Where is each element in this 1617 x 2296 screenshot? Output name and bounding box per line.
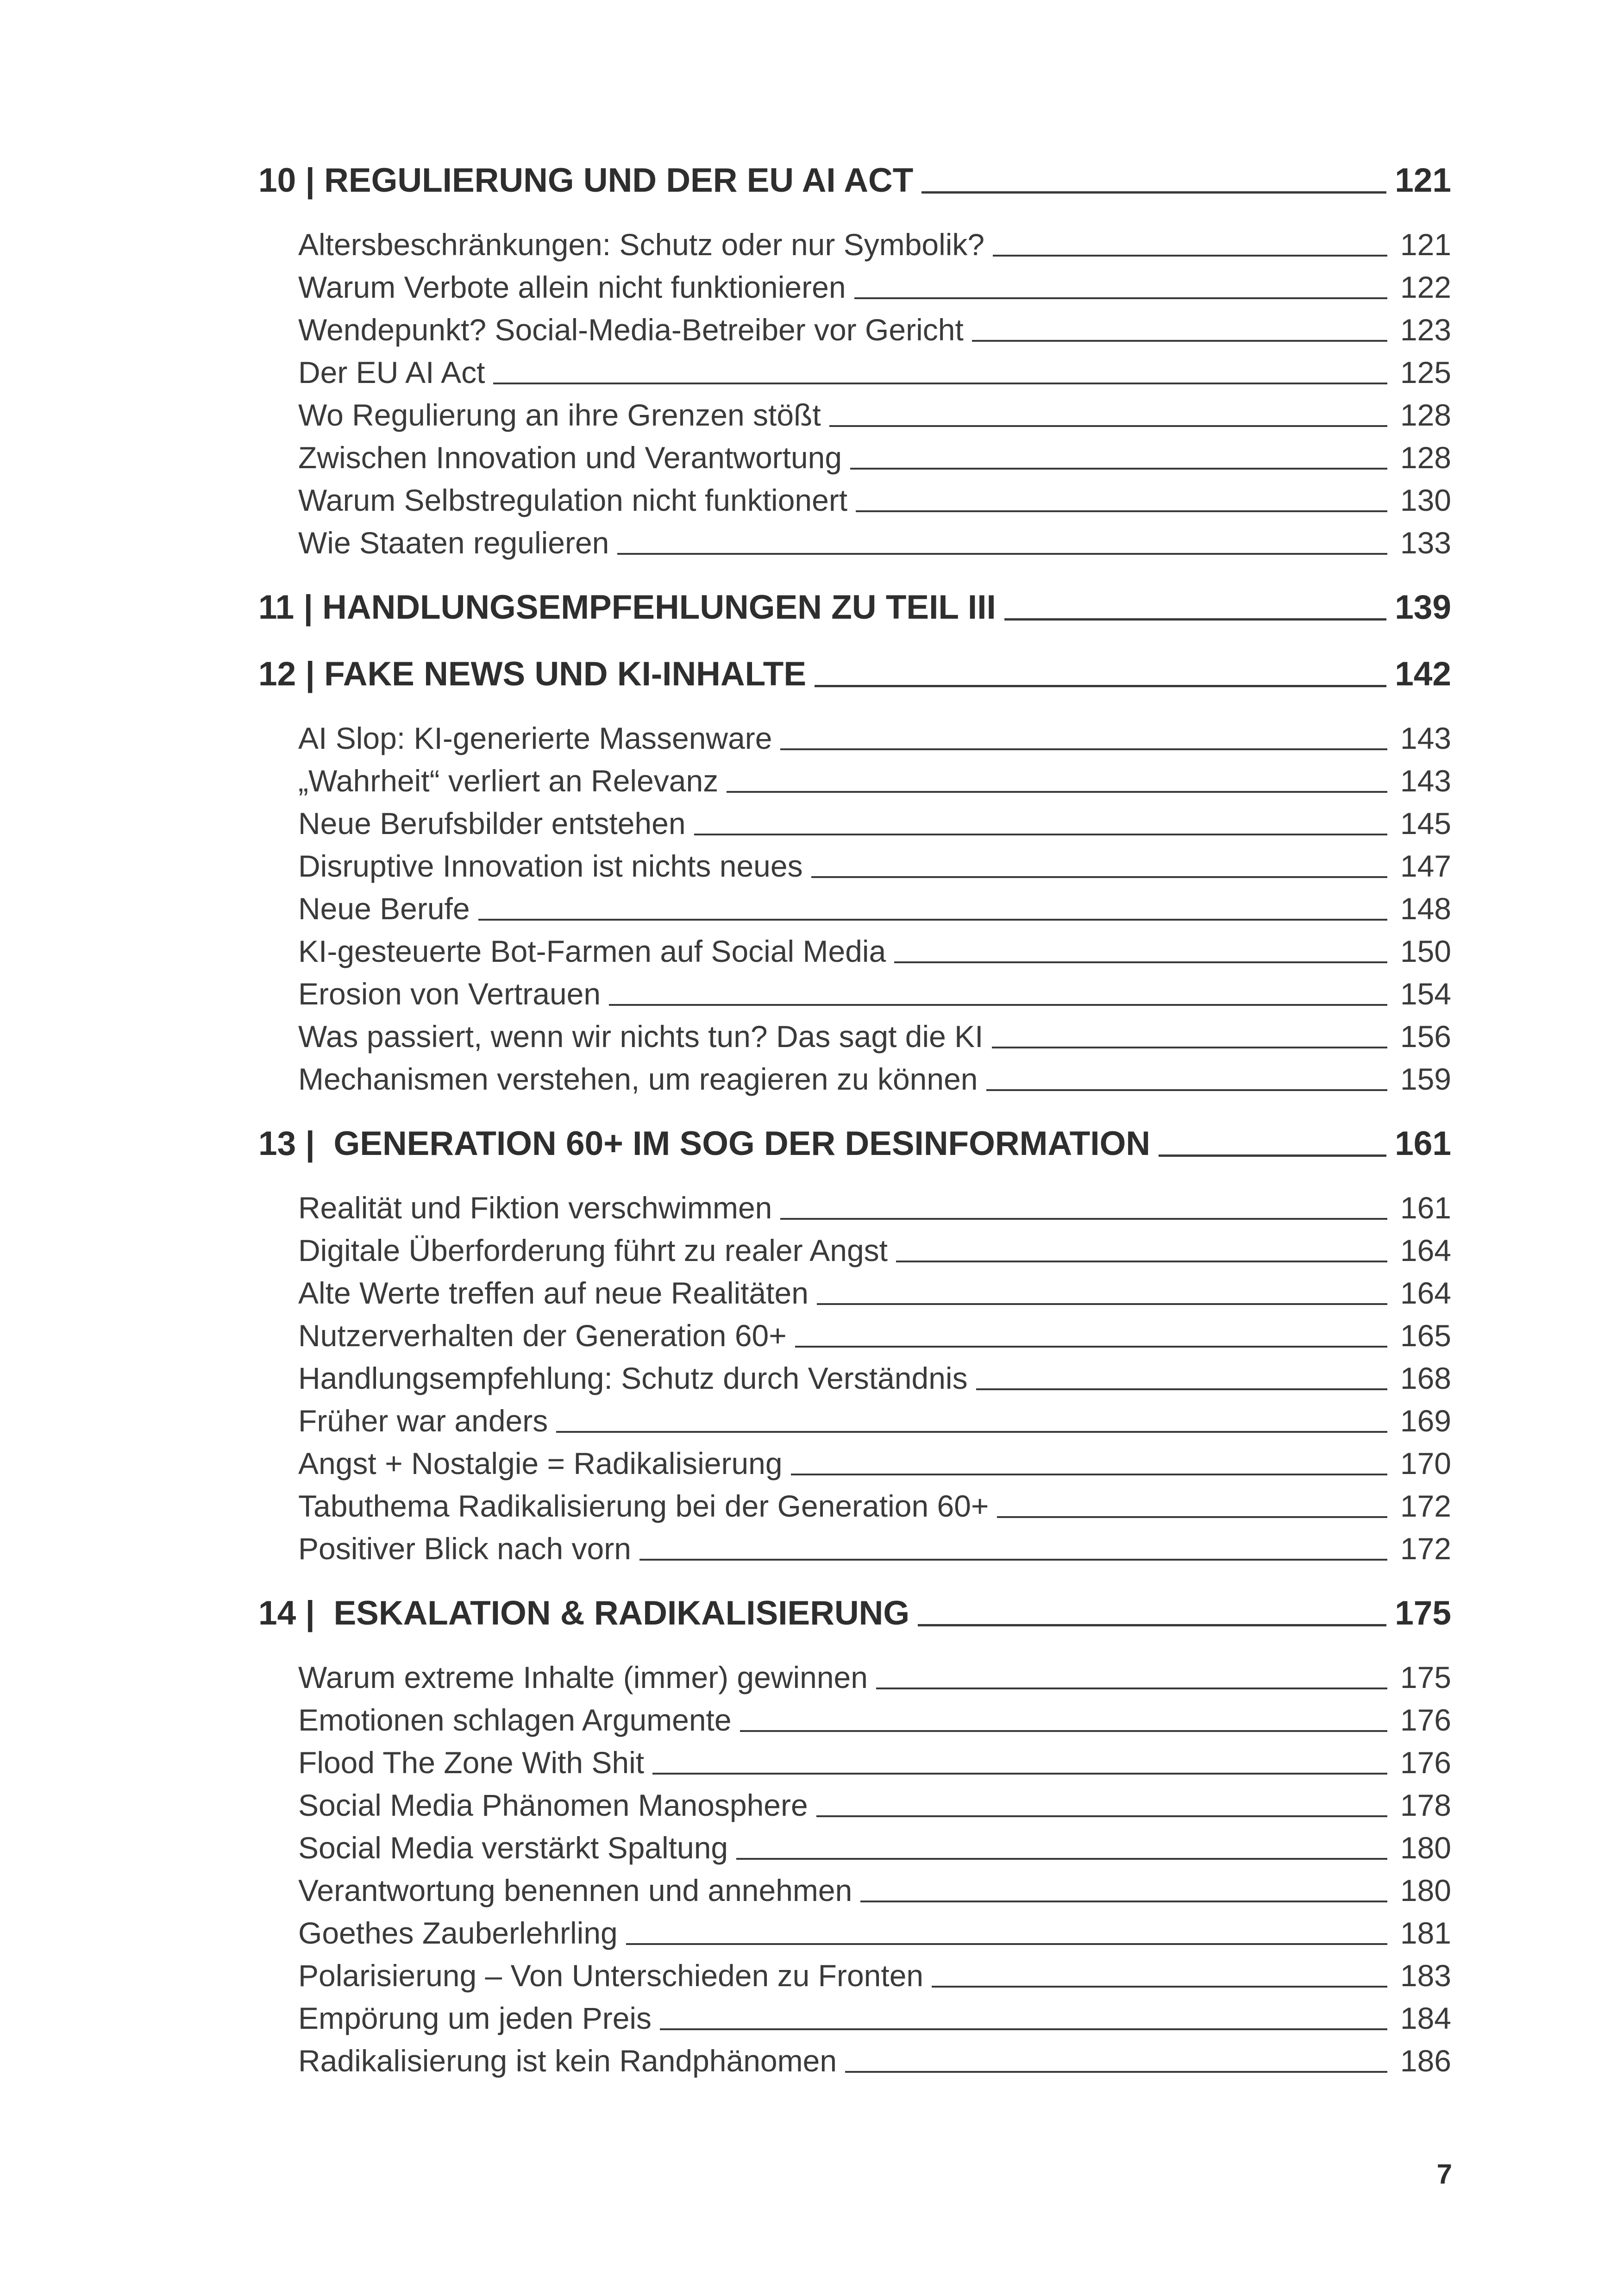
- entry-title: Radikalisierung ist kein Randphänomen: [298, 2044, 837, 2078]
- entry-title: Angst + Nostalgie = Radikalisierung: [298, 1446, 783, 1480]
- leader-line: [493, 383, 1387, 384]
- entry-title: Polarisierung – Von Unterschieden zu Fronten: [298, 1958, 924, 1993]
- toc-entry[interactable]: [258, 972, 1451, 1015]
- leader-line: [816, 1815, 1387, 1817]
- toc-chapter-heading[interactable]: [258, 651, 1451, 697]
- toc-entry[interactable]: [258, 1058, 1451, 1100]
- leader-line: [829, 425, 1387, 427]
- entry-page-number: 145: [1400, 806, 1451, 841]
- chapter-page-number: 121: [1395, 162, 1451, 199]
- toc-entry[interactable]: [258, 394, 1451, 436]
- toc-entry[interactable]: [258, 1186, 1451, 1229]
- entry-page-number: 178: [1400, 1788, 1451, 1822]
- entry-page-number: 150: [1400, 934, 1451, 968]
- leader-line: [617, 553, 1387, 555]
- toc-entry[interactable]: [258, 1826, 1451, 1869]
- leader-line: [780, 1218, 1387, 1220]
- toc-entry[interactable]: [258, 436, 1451, 479]
- entry-title: Social Media Phänomen Manosphere: [298, 1788, 808, 1822]
- entry-title: Wie Staaten regulieren: [298, 526, 609, 560]
- toc-entry[interactable]: [258, 1741, 1451, 1784]
- toc-entry[interactable]: [258, 1357, 1451, 1399]
- leader-line: [1159, 1154, 1386, 1157]
- chapter-page-number: 139: [1395, 589, 1451, 626]
- chapter-title: 14 | ESKALATION & RADIKALISIERUNG: [258, 1594, 910, 1632]
- entry-page-number: 156: [1400, 1019, 1451, 1054]
- leader-line: [626, 1943, 1387, 1945]
- entry-page-number: 183: [1400, 1958, 1451, 1993]
- entry-page-number: 164: [1400, 1276, 1451, 1310]
- toc-chapter-heading[interactable]: [258, 584, 1451, 631]
- leader-line: [986, 1089, 1387, 1091]
- entry-page-number: 148: [1400, 891, 1451, 926]
- chapter-page-number: 161: [1395, 1125, 1451, 1162]
- entry-title: Emotionen schlagen Argumente: [298, 1703, 732, 1737]
- leader-line: [609, 1004, 1387, 1006]
- toc-entry[interactable]: [258, 1229, 1451, 1272]
- leader-line: [811, 876, 1387, 878]
- leader-line: [740, 1730, 1387, 1732]
- leader-line: [860, 1901, 1387, 1902]
- entry-title: „Wahrheit“ verliert an Relevanz: [298, 764, 719, 798]
- entry-title: Mechanismen verstehen, um reagieren zu können: [298, 1062, 978, 1096]
- leader-line: [639, 1559, 1387, 1561]
- toc-entry[interactable]: [258, 308, 1451, 351]
- entry-page-number: 125: [1400, 355, 1451, 389]
- toc-entry[interactable]: [258, 521, 1451, 564]
- entry-title: Positiver Blick nach vorn: [298, 1531, 631, 1566]
- toc-entry[interactable]: [258, 1912, 1451, 1954]
- entry-page-number: 130: [1400, 483, 1451, 517]
- entry-title: Warum Verbote allein nicht funktionieren: [298, 270, 846, 304]
- toc-chapter-heading[interactable]: [258, 1590, 1451, 1637]
- toc-entry[interactable]: [258, 930, 1451, 972]
- chapter-title: 13 | GENERATION 60+ IM SOG DER DESINFORMATION: [258, 1125, 1151, 1162]
- entry-title: Nutzerverhalten der Generation 60+: [298, 1318, 787, 1353]
- entry-page-number: 128: [1400, 440, 1451, 475]
- entry-page-number: 168: [1400, 1361, 1451, 1395]
- entry-title: Flood The Zone With Shit: [298, 1745, 645, 1780]
- entry-title: Der EU AI Act: [298, 355, 485, 389]
- entry-title: Was passiert, wenn wir nichts tun? Das sagt die KI: [298, 1019, 984, 1054]
- entry-title: Tabuthema Radikalisierung bei der Generation 60+: [298, 1489, 989, 1523]
- entry-page-number: 133: [1400, 526, 1451, 560]
- leader-line: [736, 1858, 1387, 1860]
- toc-entry[interactable]: [258, 1527, 1451, 1570]
- entry-title: Wo Regulierung an ihre Grenzen stößt: [298, 398, 821, 432]
- toc-entry[interactable]: [258, 1784, 1451, 1826]
- leader-line: [876, 1687, 1387, 1689]
- leader-line: [972, 340, 1387, 342]
- entry-page-number: 159: [1400, 1062, 1451, 1096]
- section-list: [258, 1186, 1451, 1570]
- chapter-title: 12 | FAKE NEWS UND KI-INHALTE: [258, 655, 807, 693]
- entry-page-number: 176: [1400, 1703, 1451, 1737]
- entry-page-number: 147: [1400, 849, 1451, 883]
- entry-page-number: 154: [1400, 977, 1451, 1011]
- section-list: [258, 717, 1451, 1100]
- entry-title: Altersbeschränkungen: Schutz oder nur Symbolik?: [298, 227, 985, 262]
- toc-entry[interactable]: [258, 717, 1451, 759]
- toc-entry[interactable]: [258, 351, 1451, 394]
- toc-entry[interactable]: [258, 1485, 1451, 1527]
- entry-title: Empörung um jeden Preis: [298, 2001, 652, 2035]
- leader-line: [845, 2071, 1387, 2073]
- toc-entry[interactable]: [258, 1869, 1451, 1912]
- leader-line: [993, 255, 1387, 257]
- toc-entry[interactable]: [258, 845, 1451, 887]
- leader-line: [694, 834, 1387, 835]
- entry-page-number: 164: [1400, 1233, 1451, 1267]
- leader-line: [660, 2028, 1387, 2030]
- table-of-contents: [258, 157, 1451, 2082]
- entry-page-number: 180: [1400, 1873, 1451, 1907]
- leader-line: [1004, 618, 1386, 621]
- leader-line: [791, 1474, 1387, 1475]
- section-list: [258, 1656, 1451, 2082]
- entry-title: Social Media verstärkt Spaltung: [298, 1831, 728, 1865]
- toc-entry[interactable]: [258, 1442, 1451, 1485]
- toc-chapter-heading[interactable]: [258, 1121, 1451, 1167]
- leader-line: [856, 510, 1387, 512]
- entry-page-number: 181: [1400, 1916, 1451, 1950]
- entry-page-number: 169: [1400, 1404, 1451, 1438]
- toc-entry[interactable]: [258, 266, 1451, 308]
- toc-entry[interactable]: [258, 1997, 1451, 2039]
- leader-line: [976, 1388, 1387, 1390]
- entry-page-number: 176: [1400, 1745, 1451, 1780]
- entry-page-number: 123: [1400, 313, 1451, 347]
- chapter-page-number: 175: [1395, 1594, 1451, 1632]
- entry-title: Zwischen Innovation und Verantwortung: [298, 440, 842, 475]
- entry-page-number: 186: [1400, 2044, 1451, 2078]
- leader-line: [780, 748, 1387, 750]
- entry-title: Goethes Zauberlehrling: [298, 1916, 618, 1950]
- entry-title: Wendepunkt? Social-Media-Betreiber vor Gericht: [298, 313, 964, 347]
- toc-entry[interactable]: [258, 1399, 1451, 1442]
- leader-line: [817, 1303, 1387, 1305]
- page-number-footer: 7: [1436, 2158, 1452, 2189]
- entry-title: Handlungsempfehlung: Schutz durch Verständnis: [298, 1361, 968, 1395]
- entry-page-number: 161: [1400, 1191, 1451, 1225]
- entry-page-number: 143: [1400, 764, 1451, 798]
- entry-title: Erosion von Vertrauen: [298, 977, 601, 1011]
- toc-entry[interactable]: [258, 759, 1451, 802]
- entry-title: Neue Berufsbilder entstehen: [298, 806, 686, 841]
- toc-entry[interactable]: [258, 1015, 1451, 1058]
- leader-line: [894, 961, 1387, 963]
- entry-page-number: 172: [1400, 1531, 1451, 1566]
- leader-line: [896, 1261, 1387, 1262]
- entry-page-number: 172: [1400, 1489, 1451, 1523]
- entry-title: Disruptive Innovation ist nichts neues: [298, 849, 803, 883]
- entry-title: Früher war anders: [298, 1404, 548, 1438]
- leader-line: [795, 1346, 1387, 1348]
- leader-line: [854, 297, 1387, 299]
- entry-title: AI Slop: KI-generierte Massenware: [298, 721, 772, 755]
- leader-line: [997, 1516, 1387, 1518]
- leader-line: [652, 1773, 1387, 1775]
- entry-page-number: 122: [1400, 270, 1451, 304]
- entry-title: Digitale Überforderung führt zu realer Angst: [298, 1233, 888, 1267]
- leader-line: [478, 919, 1387, 921]
- entry-title: Realität und Fiktion verschwimmen: [298, 1191, 772, 1225]
- toc-entry[interactable]: [258, 1954, 1451, 1997]
- leader-line: [992, 1047, 1387, 1048]
- entry-page-number: 165: [1400, 1318, 1451, 1353]
- toc-entry[interactable]: [258, 1656, 1451, 1699]
- toc-entry[interactable]: [258, 223, 1451, 266]
- entry-page-number: 121: [1400, 227, 1451, 262]
- entry-page-number: 180: [1400, 1831, 1451, 1865]
- entry-page-number: 170: [1400, 1446, 1451, 1480]
- leader-line: [921, 191, 1386, 194]
- toc-entry[interactable]: [258, 2039, 1451, 2082]
- leader-line: [918, 1624, 1386, 1626]
- toc-chapter-heading[interactable]: [258, 157, 1451, 204]
- toc-entry[interactable]: [258, 802, 1451, 845]
- toc-entry[interactable]: [258, 1314, 1451, 1357]
- toc-entry[interactable]: [258, 1272, 1451, 1314]
- toc-entry[interactable]: [258, 887, 1451, 930]
- entry-title: KI-gesteuerte Bot-Farmen auf Social Media: [298, 934, 886, 968]
- section-list: [258, 223, 1451, 564]
- entry-page-number: 184: [1400, 2001, 1451, 2035]
- chapter-page-number: 142: [1395, 655, 1451, 693]
- entry-title: Warum extreme Inhalte (immer) gewinnen: [298, 1660, 868, 1694]
- entry-title: Warum Selbstregulation nicht funktionert: [298, 483, 848, 517]
- toc-entry[interactable]: [258, 479, 1451, 521]
- toc-entry[interactable]: [258, 1699, 1451, 1741]
- leader-line: [932, 1986, 1387, 1988]
- leader-line: [850, 468, 1387, 470]
- leader-line: [727, 791, 1387, 793]
- leader-line: [815, 685, 1386, 687]
- leader-line: [556, 1431, 1387, 1433]
- entry-title: Alte Werte treffen auf neue Realitäten: [298, 1276, 808, 1310]
- entry-page-number: 128: [1400, 398, 1451, 432]
- entry-page-number: 175: [1400, 1660, 1451, 1694]
- chapter-title: 11 | HANDLUNGSEMPFEHLUNGEN ZU TEIL III: [258, 589, 996, 626]
- chapter-title: 10 | REGULIERUNG UND DER EU AI ACT: [258, 162, 914, 199]
- entry-title: Verantwortung benennen und annehmen: [298, 1873, 852, 1907]
- entry-page-number: 143: [1400, 721, 1451, 755]
- entry-title: Neue Berufe: [298, 891, 470, 926]
